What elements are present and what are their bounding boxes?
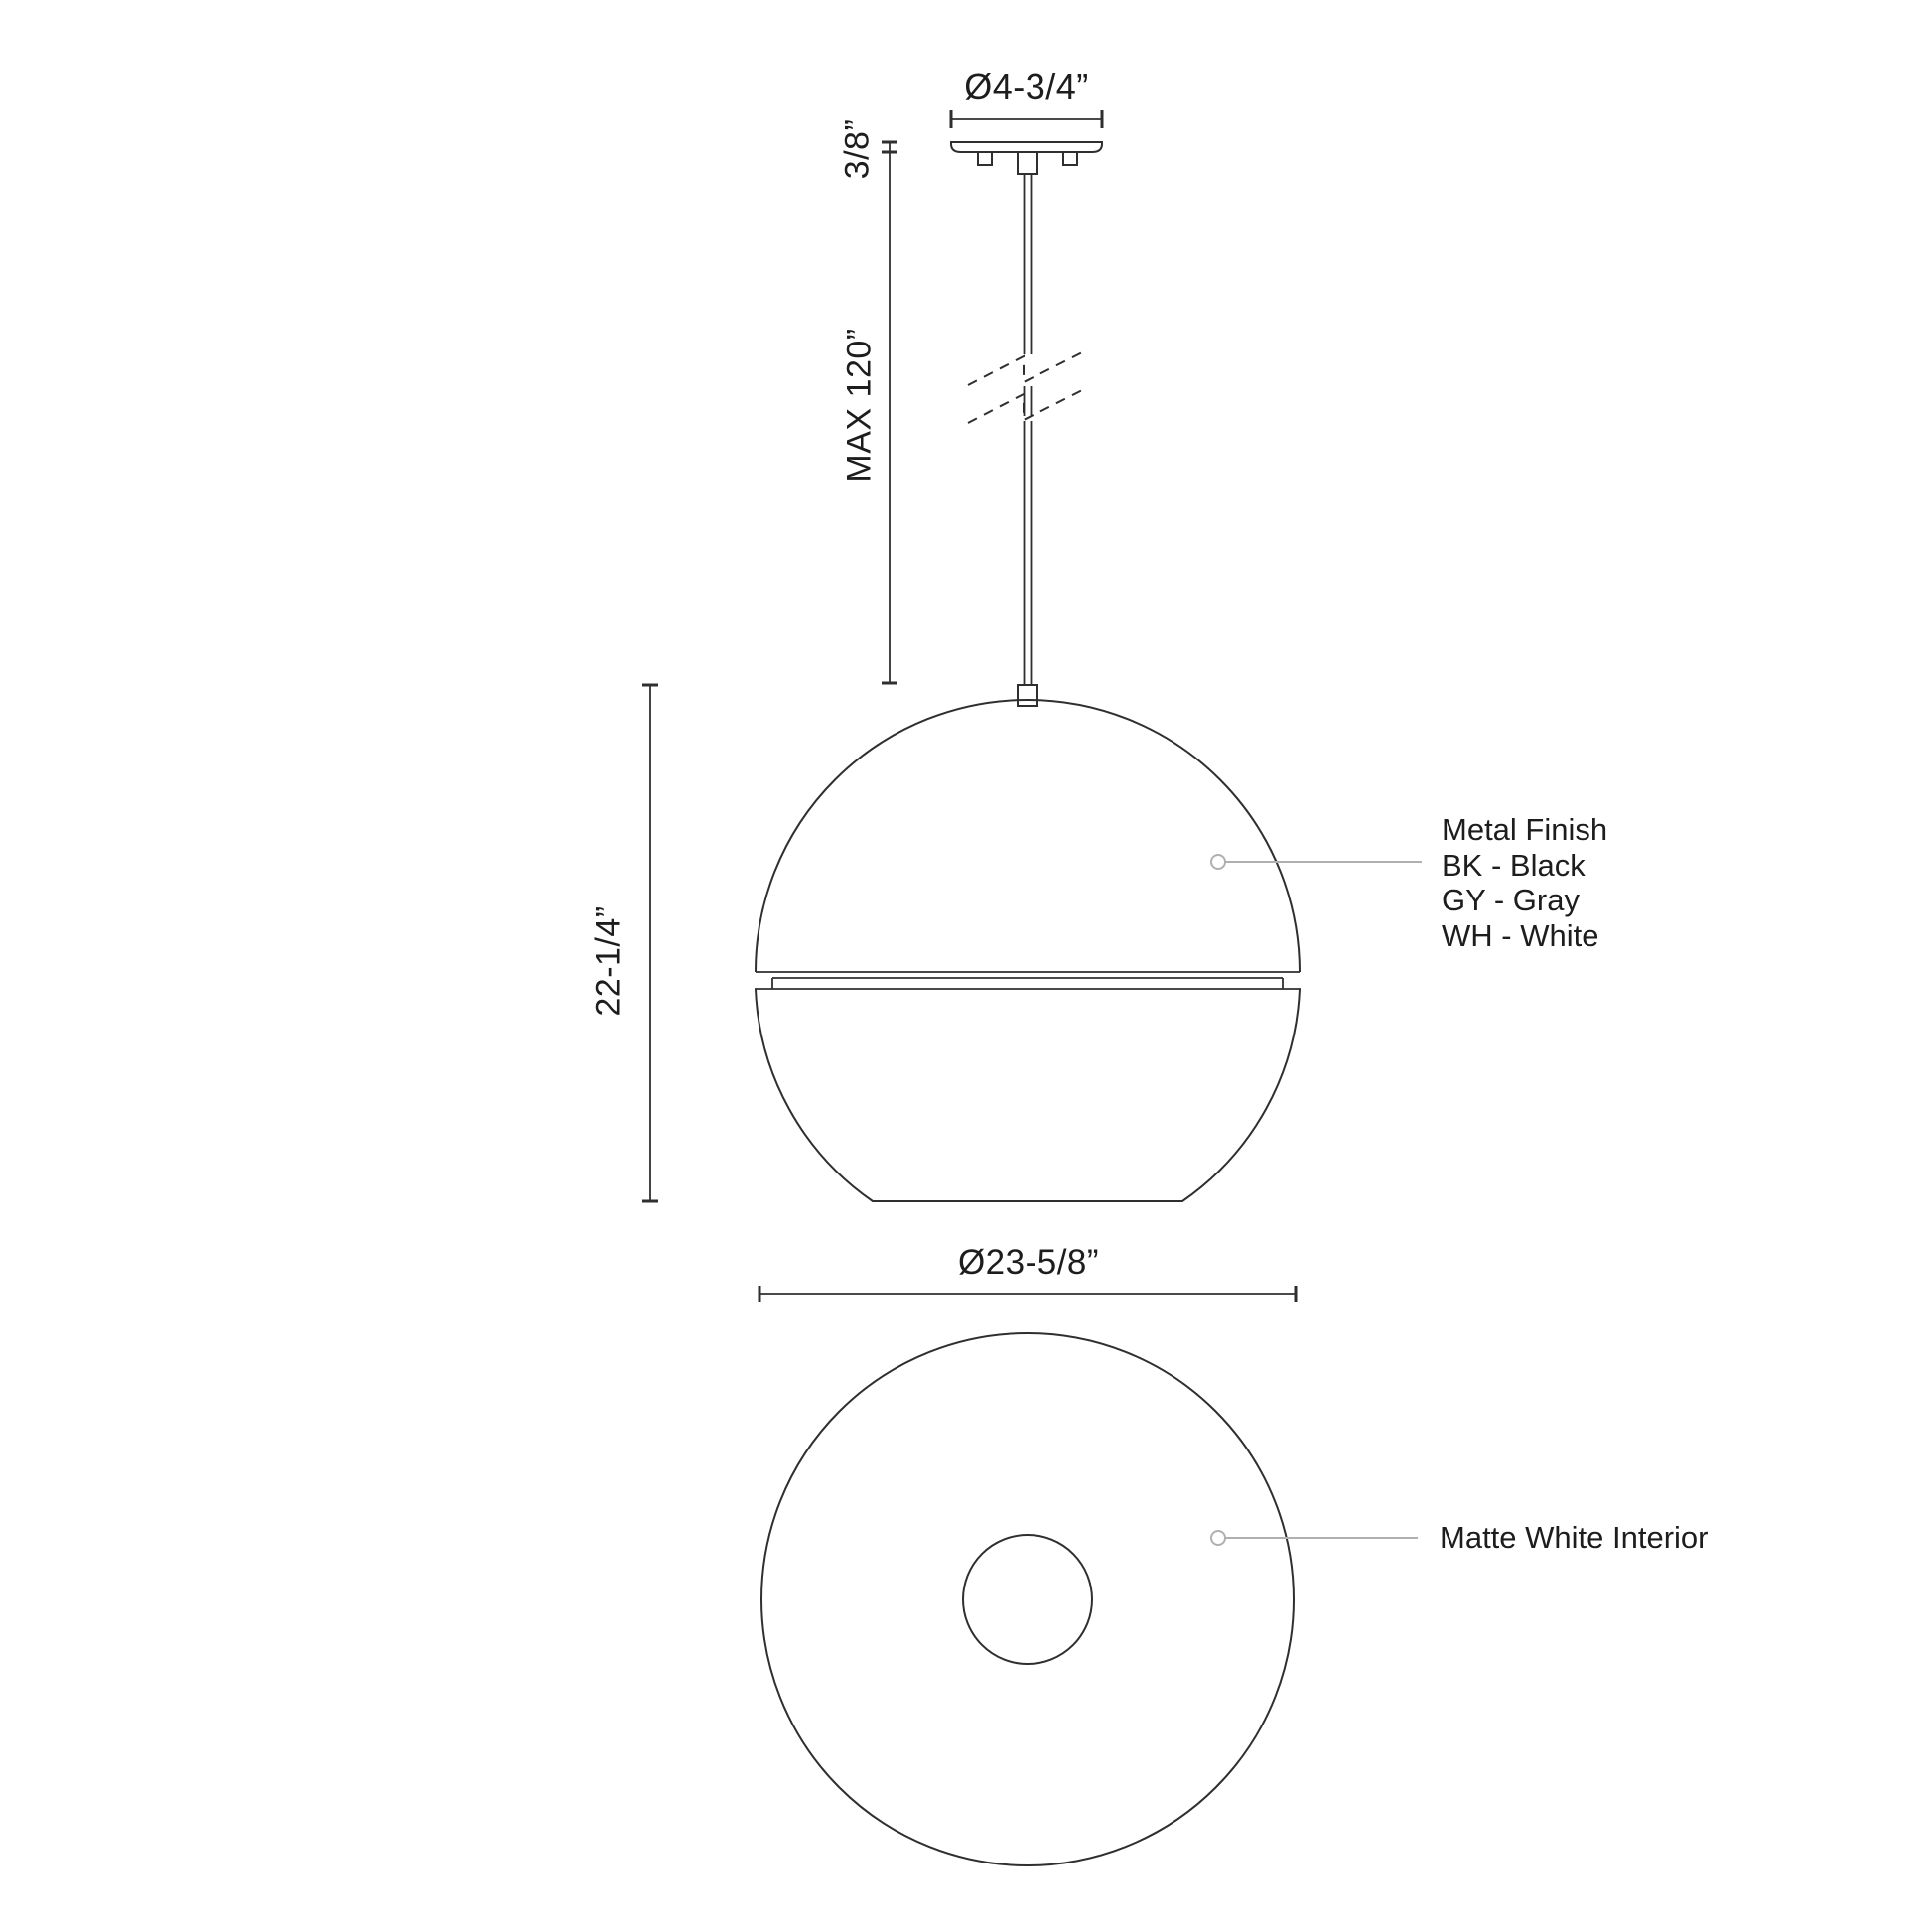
metal-finish-leader [1211, 855, 1422, 869]
break-zigzag [968, 351, 1084, 385]
canopy-height-label: 3/8” [838, 118, 877, 180]
metal-finish-callout [1442, 812, 1607, 953]
metal-finish-option-gy: GY - Gray [1442, 883, 1580, 917]
sphere-cord-connector [1018, 685, 1037, 706]
bottom-view-outer-circle [761, 1333, 1294, 1865]
metal-finish-option-wh: WH - White [1442, 917, 1599, 953]
canopy-screw-left [978, 152, 992, 165]
fixture-diameter-dimension [759, 1286, 1296, 1302]
leader-dot [1211, 855, 1225, 869]
upper-dome-arc [756, 700, 1300, 972]
metal-finish-title: Metal Finish [1442, 812, 1608, 847]
sphere-bottom-view [761, 1333, 1294, 1865]
leader-dot [1211, 1531, 1225, 1545]
canopy-diameter-label: Ø4-3/4” [964, 67, 1089, 107]
interior-leader [1211, 1531, 1418, 1545]
suspension-cord [1025, 174, 1032, 685]
fixture-diameter-label: Ø23-5/8” [957, 1243, 1100, 1282]
sphere-side-view [755, 685, 1301, 1201]
canopy-plate [951, 142, 1102, 152]
fixture-height-dimension [642, 685, 658, 1201]
interior-callout: Matte White Interior [1440, 1520, 1709, 1555]
fixture-height-label: 22-1/4” [589, 905, 627, 1017]
cord-break-symbol [968, 351, 1084, 423]
max-suspension-label: MAX 120” [840, 328, 879, 483]
lower-dome-arc [756, 989, 1300, 1201]
ceiling-canopy [951, 142, 1102, 174]
break-zigzag [968, 389, 1084, 423]
cord-grip [1018, 152, 1037, 174]
metal-finish-option-bk: BK - Black [1442, 847, 1586, 883]
canopy-screw-right [1063, 152, 1077, 165]
canopy-diameter-dimension [951, 110, 1102, 128]
bottom-view-opening-circle [963, 1535, 1092, 1664]
suspension-dimension [882, 142, 897, 683]
